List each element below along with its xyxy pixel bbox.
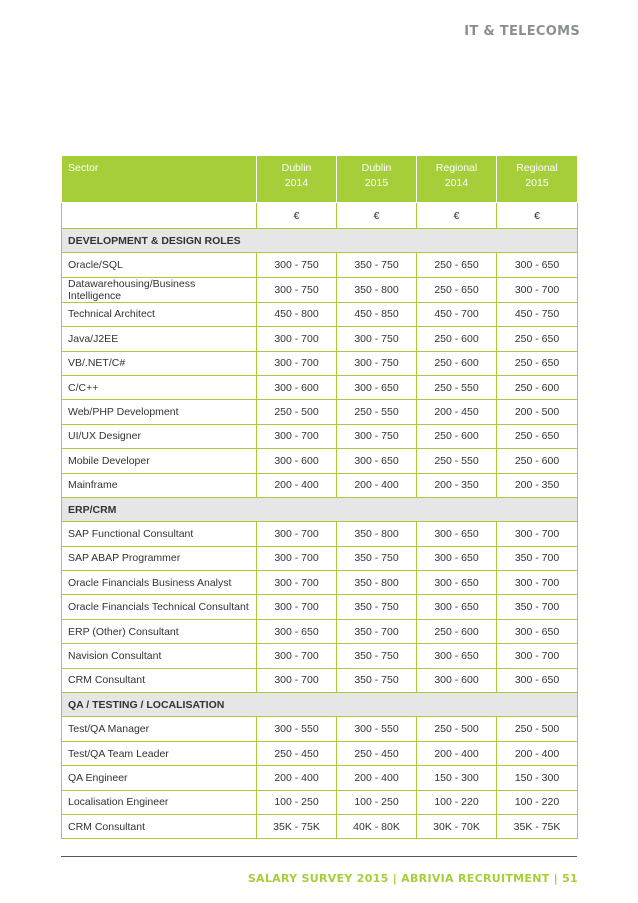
salary-range-cell: 150 - 300 <box>497 766 578 790</box>
salary-range-cell: 300 - 650 <box>497 668 578 692</box>
table-row <box>62 449 578 473</box>
salary-range-cell: 200 - 500 <box>497 400 578 424</box>
salary-range-cell: 300 - 700 <box>257 595 337 619</box>
table-row <box>62 327 578 351</box>
role-name-cell: CRM Consultant <box>62 668 257 692</box>
table-row <box>62 473 578 497</box>
salary-range-cell: 200 - 400 <box>257 473 337 497</box>
table-row <box>62 668 578 692</box>
currency-cell: € <box>417 203 497 229</box>
salary-range-cell: 35K - 75K <box>497 814 578 838</box>
role-name-cell: Localisation Engineer <box>62 790 257 814</box>
salary-range-cell: 350 - 750 <box>337 644 417 668</box>
salary-range-cell: 450 - 850 <box>337 302 417 326</box>
table-row <box>62 424 578 448</box>
salary-range-cell: 200 - 350 <box>497 473 578 497</box>
salary-range-cell: 300 - 700 <box>497 644 578 668</box>
salary-range-cell: 300 - 650 <box>417 571 497 595</box>
role-name-cell: Test/QA Team Leader <box>62 741 257 765</box>
salary-range-cell: 100 - 220 <box>497 790 578 814</box>
role-name-cell: QA Engineer <box>62 766 257 790</box>
salary-range-cell: 100 - 220 <box>417 790 497 814</box>
page-footer: SALARY SURVEY 2015 | ABRIVIA RECRUITMENT | 51 <box>247 872 578 885</box>
table-row <box>62 253 578 277</box>
section-header-row <box>62 229 578 253</box>
salary-range-cell: 250 - 600 <box>417 327 497 351</box>
salary-range-cell: 450 - 700 <box>417 302 497 326</box>
salary-range-cell: 300 - 700 <box>257 327 337 351</box>
table-row <box>62 277 578 302</box>
salary-range-cell: 300 - 750 <box>337 351 417 375</box>
role-name-cell: SAP Functional Consultant <box>62 522 257 546</box>
column-header-dublin-2014: Dublin 2014 <box>257 156 337 203</box>
salary-range-cell: 350 - 750 <box>337 253 417 277</box>
role-name-cell: UI/UX Designer <box>62 424 257 448</box>
table-row <box>62 619 578 643</box>
salary-range-cell: 250 - 550 <box>337 400 417 424</box>
footer-divider <box>61 856 577 857</box>
role-name-cell: Java/J2EE <box>62 327 257 351</box>
salary-range-cell: 300 - 700 <box>257 424 337 448</box>
currency-row <box>62 203 578 229</box>
salary-range-cell: 350 - 700 <box>497 595 578 619</box>
salary-range-cell: 100 - 250 <box>337 790 417 814</box>
salary-range-cell: 200 - 350 <box>417 473 497 497</box>
salary-range-cell: 450 - 800 <box>257 302 337 326</box>
table-row <box>62 571 578 595</box>
salary-range-cell: 300 - 750 <box>257 277 337 302</box>
salary-range-cell: 250 - 500 <box>257 400 337 424</box>
table-row <box>62 717 578 741</box>
table-row <box>62 644 578 668</box>
salary-range-cell: 250 - 600 <box>417 424 497 448</box>
column-header-regional-2014: Regional 2014 <box>417 156 497 203</box>
salary-range-cell: 350 - 750 <box>337 668 417 692</box>
role-name-cell: Oracle Financials Technical Consultant <box>62 595 257 619</box>
salary-range-cell: 250 - 500 <box>417 717 497 741</box>
section-header-row <box>62 693 578 717</box>
currency-cell: € <box>497 203 578 229</box>
salary-range-cell: 300 - 650 <box>337 375 417 399</box>
salary-range-cell: 250 - 600 <box>497 375 578 399</box>
salary-range-cell: 350 - 700 <box>337 619 417 643</box>
salary-range-cell: 250 - 450 <box>257 741 337 765</box>
table-row <box>62 351 578 375</box>
role-name-cell: ERP (Other) Consultant <box>62 619 257 643</box>
salary-range-cell: 450 - 750 <box>497 302 578 326</box>
salary-range-cell: 300 - 550 <box>337 717 417 741</box>
salary-range-cell: 300 - 650 <box>417 522 497 546</box>
currency-cell-empty <box>62 203 257 229</box>
salary-range-cell: 300 - 650 <box>417 595 497 619</box>
salary-range-cell: 300 - 700 <box>257 546 337 570</box>
table-header-row <box>62 156 578 203</box>
section-title: QA / TESTING / LOCALISATION <box>62 693 578 717</box>
salary-range-cell: 300 - 750 <box>337 424 417 448</box>
salary-range-cell: 300 - 650 <box>497 253 578 277</box>
role-name-cell: Technical Architect <box>62 302 257 326</box>
salary-range-cell: 300 - 600 <box>257 375 337 399</box>
salary-range-cell: 300 - 650 <box>337 449 417 473</box>
salary-range-cell: 250 - 650 <box>497 327 578 351</box>
salary-range-cell: 300 - 550 <box>257 717 337 741</box>
salary-range-cell: 30K - 70K <box>417 814 497 838</box>
salary-range-cell: 300 - 700 <box>497 571 578 595</box>
salary-range-cell: 200 - 400 <box>337 766 417 790</box>
currency-cell: € <box>337 203 417 229</box>
section-title: DEVELOPMENT & DESIGN ROLES <box>62 229 578 253</box>
salary-range-cell: 300 - 750 <box>257 253 337 277</box>
salary-range-cell: 200 - 450 <box>417 400 497 424</box>
salary-range-cell: 250 - 450 <box>337 741 417 765</box>
salary-range-cell: 40K - 80K <box>337 814 417 838</box>
salary-range-cell: 300 - 600 <box>417 668 497 692</box>
salary-range-cell: 300 - 650 <box>417 644 497 668</box>
salary-range-cell: 300 - 650 <box>417 546 497 570</box>
table-row <box>62 814 578 838</box>
role-name-cell: C/C++ <box>62 375 257 399</box>
salary-range-cell: 200 - 400 <box>497 741 578 765</box>
salary-range-cell: 200 - 400 <box>417 741 497 765</box>
table-row <box>62 766 578 790</box>
column-header-sector: Sector <box>62 156 257 203</box>
table-row <box>62 302 578 326</box>
table-row <box>62 790 578 814</box>
table-row <box>62 400 578 424</box>
salary-range-cell: 350 - 750 <box>337 595 417 619</box>
currency-cell: € <box>257 203 337 229</box>
salary-range-cell: 200 - 400 <box>337 473 417 497</box>
salary-range-cell: 300 - 700 <box>497 277 578 302</box>
role-name-cell: Test/QA Manager <box>62 717 257 741</box>
role-name-cell: Oracle Financials Business Analyst <box>62 571 257 595</box>
salary-range-cell: 250 - 650 <box>497 351 578 375</box>
salary-range-cell: 300 - 700 <box>257 351 337 375</box>
salary-range-cell: 300 - 700 <box>497 522 578 546</box>
salary-range-cell: 300 - 750 <box>337 327 417 351</box>
salary-range-cell: 300 - 700 <box>257 644 337 668</box>
role-name-cell: Oracle/SQL <box>62 253 257 277</box>
salary-range-cell: 150 - 300 <box>417 766 497 790</box>
salary-range-cell: 250 - 550 <box>417 375 497 399</box>
section-title: ERP/CRM <box>62 497 578 521</box>
role-name-cell: Mainframe <box>62 473 257 497</box>
salary-range-cell: 350 - 800 <box>337 277 417 302</box>
salary-range-cell: 350 - 800 <box>337 571 417 595</box>
role-name-cell: Navision Consultant <box>62 644 257 668</box>
salary-range-cell: 300 - 650 <box>257 619 337 643</box>
salary-range-cell: 250 - 600 <box>417 351 497 375</box>
column-header-regional-2015: Regional 2015 <box>497 156 578 203</box>
role-name-cell: Datawarehousing/Business Intelligence <box>62 277 257 302</box>
section-header-row <box>62 497 578 521</box>
role-name-cell: CRM Consultant <box>62 814 257 838</box>
salary-range-cell: 250 - 600 <box>417 619 497 643</box>
salary-range-cell: 100 - 250 <box>257 790 337 814</box>
salary-range-cell: 250 - 650 <box>417 253 497 277</box>
salary-range-cell: 250 - 650 <box>417 277 497 302</box>
role-name-cell: Mobile Developer <box>62 449 257 473</box>
role-name-cell: Web/PHP Development <box>62 400 257 424</box>
role-name-cell: SAP ABAP Programmer <box>62 546 257 570</box>
column-header-dublin-2015: Dublin 2015 <box>337 156 417 203</box>
table-row <box>62 546 578 570</box>
salary-range-cell: 250 - 500 <box>497 717 578 741</box>
salary-range-cell: 300 - 700 <box>257 522 337 546</box>
table-row <box>62 375 578 399</box>
table-row <box>62 741 578 765</box>
salary-range-cell: 350 - 750 <box>337 546 417 570</box>
salary-table <box>61 155 578 839</box>
salary-range-cell: 200 - 400 <box>257 766 337 790</box>
salary-range-cell: 300 - 600 <box>257 449 337 473</box>
table-row <box>62 522 578 546</box>
salary-range-cell: 250 - 650 <box>497 424 578 448</box>
role-name-cell: VB/.NET/C# <box>62 351 257 375</box>
salary-range-cell: 350 - 800 <box>337 522 417 546</box>
salary-range-cell: 350 - 700 <box>497 546 578 570</box>
salary-range-cell: 35K - 75K <box>257 814 337 838</box>
salary-range-cell: 250 - 600 <box>497 449 578 473</box>
salary-range-cell: 300 - 650 <box>497 619 578 643</box>
salary-range-cell: 300 - 700 <box>257 571 337 595</box>
salary-range-cell: 300 - 700 <box>257 668 337 692</box>
table-row <box>62 595 578 619</box>
salary-range-cell: 250 - 550 <box>417 449 497 473</box>
page-header-title: IT & TELECOMS <box>464 24 580 39</box>
table-body <box>62 203 578 839</box>
